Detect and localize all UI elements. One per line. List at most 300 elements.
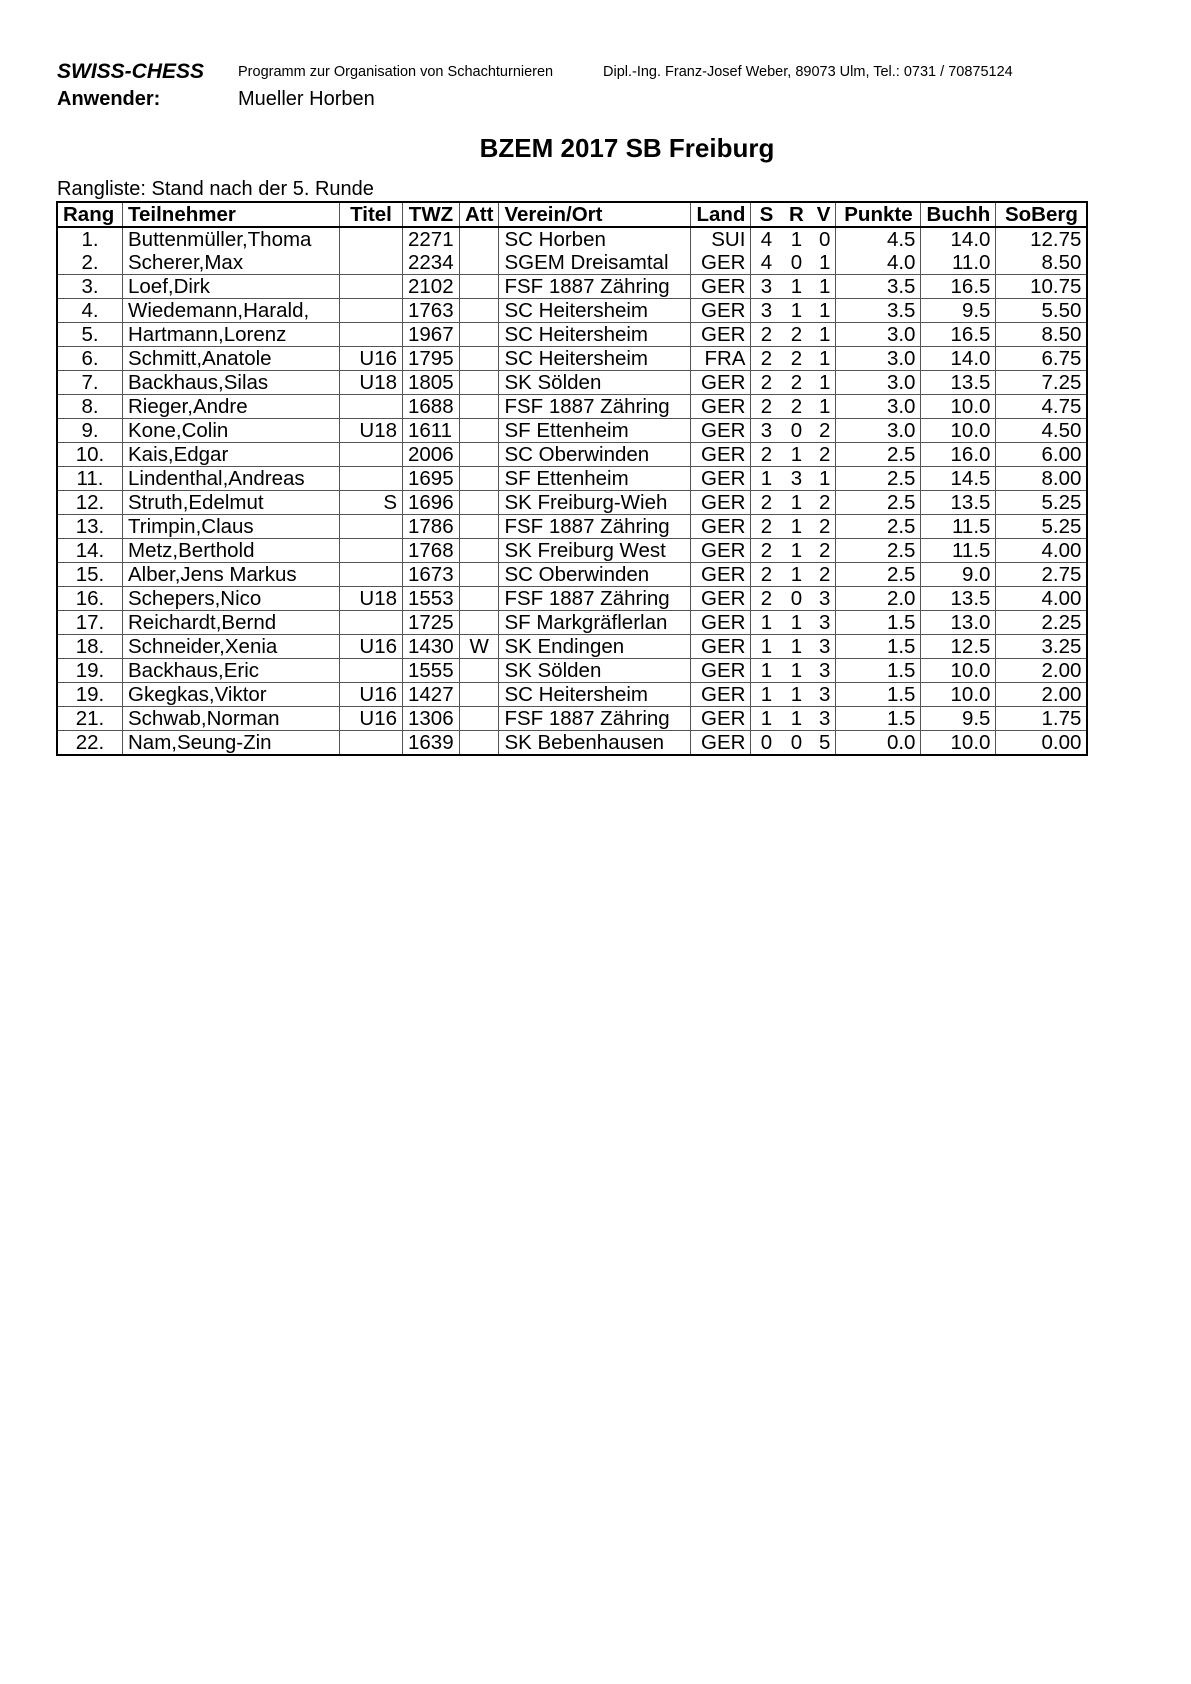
column-header-buchholz: Buchh: [921, 202, 996, 227]
table-row: [57, 683, 1087, 707]
cell-points: 1.5: [836, 611, 921, 635]
cell-rank: 6.: [57, 347, 123, 371]
cell-buchholz: 12.5: [921, 635, 996, 659]
cell-sonneborn-berger: 8.50: [996, 323, 1088, 347]
cell-title: [340, 299, 403, 323]
cell-sonneborn-berger: 5.25: [996, 515, 1088, 539]
cell-losses: 1: [819, 251, 831, 274]
cell-rank: 18.: [57, 635, 123, 659]
cell-wins: 2: [751, 347, 782, 371]
cell-title: [340, 563, 403, 587]
cell-attribute: [460, 275, 499, 299]
cell-draws: 1: [781, 515, 811, 539]
program-description: Programm zur Organisation von Schachturnieren: [238, 64, 554, 80]
cell-rating: 1611: [403, 419, 460, 443]
table-row: [57, 611, 1087, 635]
cell-losses: 2: [811, 515, 836, 539]
cell-club: SC Heitersheim: [499, 347, 691, 371]
cell-rating: 1673: [403, 563, 460, 587]
cell-wins: 2: [751, 323, 782, 347]
cell-attribute: [460, 515, 499, 539]
cell-rating: 1786: [403, 515, 460, 539]
table-row: [57, 587, 1087, 611]
table-row: [57, 635, 1087, 659]
cell-wins: 2: [751, 395, 782, 419]
cell-draws: 3: [781, 467, 811, 491]
cell-losses: 2: [811, 443, 836, 467]
cell-rating: 1768: [403, 539, 460, 563]
cell-participant: Rieger,Andre: [123, 395, 340, 419]
cell-buchholz: 14.0: [921, 347, 996, 371]
cell-draws: 2: [781, 323, 811, 347]
ranking-subtitle: Rangliste: Stand nach der 5. Runde: [57, 178, 374, 200]
cell-sonneborn-berger: 12.75: [996, 227, 1088, 251]
cell-sonneborn-berger: 6.75: [996, 347, 1088, 371]
cell-losses: 2: [811, 539, 836, 563]
cell-draws: 1: [781, 659, 811, 683]
cell-club: SK Freiburg-Wieh: [499, 491, 691, 515]
cell-rating: 1430: [403, 635, 460, 659]
cell-country: GER: [691, 443, 751, 467]
cell-draws: 1: [781, 491, 811, 515]
cell-attribute: [460, 299, 499, 323]
cell-losses: 0: [811, 227, 836, 251]
cell-points: 2.5: [836, 467, 921, 491]
column-header-draws: R: [781, 202, 811, 227]
cell-rating: 2271: [403, 227, 460, 251]
cell-participant: Hartmann,Lorenz: [123, 323, 340, 347]
cell-rating: 1763: [403, 299, 460, 323]
cell-rating: 1725: [403, 611, 460, 635]
cell-participant: Metz,Berthold: [123, 539, 340, 563]
table-row: [57, 659, 1087, 683]
cell-points: 1.5: [836, 635, 921, 659]
cell-rank: 12.: [57, 491, 123, 515]
cell-wins: 2: [751, 443, 782, 467]
cell-wins: 3: [751, 275, 782, 299]
cell-sonneborn-berger: 6.00: [996, 443, 1088, 467]
cell-sonneborn-berger: 4.00: [996, 539, 1088, 563]
cell-rank: 1.: [57, 227, 123, 251]
cell-losses: 3: [811, 635, 836, 659]
cell-title: U16: [340, 635, 403, 659]
cell-club: SC Oberwinden: [499, 563, 691, 587]
cell-losses: 1: [811, 347, 836, 371]
cell-country: SUI: [691, 227, 751, 251]
cell-title: [340, 515, 403, 539]
cell-wins: 3: [751, 299, 782, 323]
table-row: [57, 347, 1087, 371]
cell-rank: 15.: [57, 563, 123, 587]
cell-title: U16: [340, 347, 403, 371]
cell-country: GER: [691, 683, 751, 707]
cell-rank: 10.: [57, 443, 123, 467]
column-header-losses: V: [811, 202, 836, 227]
cell-buchholz: 10.0: [921, 419, 996, 443]
cell-club: SK Sölden: [499, 371, 691, 395]
cell-buchholz: 9.5: [921, 299, 996, 323]
ranking-table: [56, 201, 1088, 756]
cell-wins: 1: [751, 467, 782, 491]
cell-country: GER: [691, 635, 751, 659]
table-row: [57, 707, 1087, 731]
table-row: [57, 491, 1087, 515]
cell-title: S: [340, 491, 403, 515]
cell-rank: 3.: [57, 275, 123, 299]
cell-losses: 3: [811, 707, 836, 731]
cell-sonneborn-berger: 8.50: [996, 251, 1088, 275]
cell-title: U16: [340, 707, 403, 731]
cell-rating: 1688: [403, 395, 460, 419]
cell-rating: 1306: [403, 707, 460, 731]
cell-attribute: [460, 419, 499, 443]
cell-rating: 2234: [403, 251, 460, 275]
author-info: Dipl.-Ing. Franz-Josef Weber, 89073 Ulm, Tel.: 0731 / 70875124: [603, 64, 1013, 80]
cell-country: GER: [691, 611, 751, 635]
column-header-points: Punkte: [836, 202, 921, 227]
column-header-rank: Rang: [57, 202, 123, 227]
cell-points: 2.0: [836, 587, 921, 611]
cell-country: GER: [691, 299, 751, 323]
column-header-sonneborn-berger: SoBerg: [996, 202, 1088, 227]
cell-attribute: [460, 659, 499, 683]
cell-rank: 8.: [57, 395, 123, 419]
cell-buchholz: 10.0: [921, 395, 996, 419]
cell-sonneborn-berger: 5.50: [996, 299, 1088, 323]
cell-losses: 2: [811, 419, 836, 443]
cell-buchholz: 13.5: [921, 371, 996, 395]
cell-buchholz: 13.0: [921, 611, 996, 635]
cell-buchholz: 16.5: [921, 275, 996, 299]
cell-draws: 2: [781, 371, 811, 395]
cell-rank: 14.: [57, 539, 123, 563]
cell-title: [340, 659, 403, 683]
cell-attribute: [460, 611, 499, 635]
cell-rank: 16.: [57, 587, 123, 611]
cell-title: [340, 539, 403, 563]
cell-participant: Kais,Edgar: [123, 443, 340, 467]
cell-wins: 2: [751, 539, 782, 563]
cell-sonneborn-berger: 1.75: [996, 707, 1088, 731]
cell-country: GER: [691, 467, 751, 491]
cell-participant: Buttenmüller,Thoma: [123, 227, 340, 251]
cell-sonneborn-berger: 10.75: [996, 275, 1088, 299]
cell-sonneborn-berger: 4.75: [996, 395, 1088, 419]
user-label: Anwender:: [57, 88, 161, 110]
cell-losses: 1: [811, 299, 836, 323]
ranking-table-body: [57, 227, 1087, 755]
cell-attribute: [460, 491, 499, 515]
cell-sonneborn-berger: 2.00: [996, 683, 1088, 707]
cell-participant: Schwab,Norman: [123, 707, 340, 731]
cell-country: GER: [691, 539, 751, 563]
cell-title: [340, 275, 403, 299]
cell-attribute: W: [460, 635, 499, 659]
cell-wins: 2: [751, 563, 782, 587]
cell-sonneborn-berger: 5.25: [996, 491, 1088, 515]
cell-club: SC Heitersheim: [499, 323, 691, 347]
cell-wins: 4: [751, 227, 782, 251]
cell-participant: Schneider,Xenia: [123, 635, 340, 659]
cell-participant: Gkegkas,Viktor: [123, 683, 340, 707]
cell-wins: 1: [751, 659, 782, 683]
cell-sonneborn-berger: 4.50: [996, 419, 1088, 443]
cell-country: GER: [691, 659, 751, 683]
cell-club: SGEM Dreisamtal: [499, 251, 691, 275]
cell-title: [340, 611, 403, 635]
table-header-row: [57, 202, 1087, 227]
cell-draws: 1: [781, 275, 811, 299]
cell-points: 4.5: [836, 227, 921, 251]
cell-draws: 1: [781, 539, 811, 563]
cell-title: [340, 323, 403, 347]
cell-rating: 1795: [403, 347, 460, 371]
table-row: [57, 419, 1087, 443]
cell-points: 2.5: [836, 515, 921, 539]
cell-draws: 2: [781, 347, 811, 371]
cell-losses: 3: [811, 683, 836, 707]
cell-attribute: [460, 251, 499, 275]
cell-club: SC Horben: [499, 227, 691, 251]
column-header-wins: S: [751, 202, 782, 227]
cell-losses: 1: [811, 323, 836, 347]
cell-club: SK Sölden: [499, 659, 691, 683]
cell-points: 3.5: [836, 275, 921, 299]
cell-draws: 0: [781, 731, 811, 756]
cell-attribute: [460, 563, 499, 587]
cell-country: GER: [691, 731, 751, 756]
cell-country: FRA: [691, 347, 751, 371]
cell-country: GER: [691, 707, 751, 731]
cell-draws: 1: [781, 707, 811, 731]
cell-buchholz: 9.5: [921, 707, 996, 731]
cell-points: 3.0: [836, 323, 921, 347]
cell-club: SK Bebenhausen: [499, 731, 691, 756]
cell-rating: 1696: [403, 491, 460, 515]
cell-country: GER: [691, 419, 751, 443]
cell-buchholz: 9.0: [921, 563, 996, 587]
cell-club: SC Heitersheim: [499, 683, 691, 707]
cell-sonneborn-berger: 2.00: [996, 659, 1088, 683]
cell-buchholz: 11.5: [921, 515, 996, 539]
cell-buchholz: 13.5: [921, 587, 996, 611]
cell-participant: Backhaus,Silas: [123, 371, 340, 395]
column-header-club: Verein/Ort: [499, 202, 691, 227]
cell-rating: 1695: [403, 467, 460, 491]
cell-title: U18: [340, 371, 403, 395]
cell-country: GER: [691, 251, 751, 275]
cell-losses: 5: [811, 731, 836, 756]
cell-wins: 3: [751, 419, 782, 443]
cell-points: 2.5: [836, 443, 921, 467]
cell-points: 2.5: [836, 491, 921, 515]
cell-country: GER: [691, 587, 751, 611]
table-row: [57, 539, 1087, 563]
cell-sonneborn-berger: 0.00: [996, 731, 1088, 756]
cell-rating: 1553: [403, 587, 460, 611]
cell-attribute: [460, 539, 499, 563]
cell-rank: 19.: [57, 683, 123, 707]
cell-points: 3.0: [836, 347, 921, 371]
cell-points: 1.5: [836, 683, 921, 707]
cell-country: GER: [691, 275, 751, 299]
cell-country: GER: [691, 515, 751, 539]
cell-attribute: [460, 371, 499, 395]
cell-wins: 2: [751, 515, 782, 539]
cell-rank: 19.: [57, 659, 123, 683]
cell-buchholz: 14.0: [921, 227, 996, 251]
cell-points: 3.0: [836, 371, 921, 395]
cell-losses: 1: [811, 371, 836, 395]
cell-draws: 1: [781, 227, 811, 251]
cell-losses: 2: [811, 491, 836, 515]
cell-rating: 1639: [403, 731, 460, 756]
cell-rank: 2.: [57, 251, 123, 275]
cell-country: GER: [691, 491, 751, 515]
cell-losses: 2: [811, 563, 836, 587]
cell-participant: Kone,Colin: [123, 419, 340, 443]
user-name: Mueller Horben: [238, 88, 375, 110]
table-row: [57, 275, 1087, 299]
column-header-rating: TWZ: [403, 202, 460, 227]
column-header-participant: Teilnehmer: [123, 202, 340, 227]
cell-title: [340, 443, 403, 467]
cell-draws: 0: [790, 251, 803, 274]
cell-attribute: [460, 227, 499, 251]
table-row: [57, 251, 1087, 275]
cell-country: GER: [691, 323, 751, 347]
cell-country: GER: [691, 371, 751, 395]
cell-rank: 5.: [57, 323, 123, 347]
table-row: [57, 563, 1087, 587]
cell-losses: 3: [811, 587, 836, 611]
table-row: [57, 395, 1087, 419]
cell-country: GER: [691, 395, 751, 419]
cell-attribute: [460, 707, 499, 731]
cell-sonneborn-berger: 4.00: [996, 587, 1088, 611]
cell-rating: 2102: [403, 275, 460, 299]
cell-losses: 1: [811, 467, 836, 491]
cell-attribute: [460, 443, 499, 467]
brand-name: SWISS-CHESS: [57, 60, 205, 83]
cell-buchholz: 11.5: [921, 539, 996, 563]
table-row: [57, 299, 1087, 323]
cell-attribute: [460, 587, 499, 611]
cell-sonneborn-berger: 8.00: [996, 467, 1088, 491]
cell-draws: 1: [781, 299, 811, 323]
cell-participant: Reichardt,Bernd: [123, 611, 340, 635]
table-row: [57, 467, 1087, 491]
cell-title: U18: [340, 419, 403, 443]
cell-draws: 1: [781, 443, 811, 467]
cell-draws: 0: [781, 419, 811, 443]
cell-participant: Schepers,Nico: [123, 587, 340, 611]
cell-attribute: [460, 395, 499, 419]
cell-participant: Backhaus,Eric: [123, 659, 340, 683]
table-row: [57, 227, 1087, 251]
cell-rank: 22.: [57, 731, 123, 756]
column-header-title: Titel: [340, 202, 403, 227]
cell-buchholz: 16.0: [921, 443, 996, 467]
cell-buchholz: 10.0: [921, 731, 996, 756]
cell-club: FSF 1887 Zähring: [499, 395, 691, 419]
cell-losses: 1: [811, 395, 836, 419]
cell-rank: 13.: [57, 515, 123, 539]
cell-losses: 3: [811, 611, 836, 635]
cell-draws: 0: [781, 587, 811, 611]
cell-points: 4.0: [836, 251, 921, 275]
cell-buchholz: 14.5: [921, 467, 996, 491]
cell-rank: 7.: [57, 371, 123, 395]
cell-participant: Wiedemann,Harald,: [123, 299, 340, 323]
cell-draws: 1: [781, 563, 811, 587]
cell-title: [340, 395, 403, 419]
cell-club: FSF 1887 Zähring: [499, 587, 691, 611]
cell-wins: 4: [751, 251, 782, 275]
cell-rank: 9.: [57, 419, 123, 443]
cell-wins: 2: [751, 491, 782, 515]
cell-title: [340, 731, 403, 756]
cell-rating: 1427: [403, 683, 460, 707]
cell-club: SF Ettenheim: [499, 419, 691, 443]
cell-participant: Trimpin,Claus: [123, 515, 340, 539]
cell-points: 0.0: [836, 731, 921, 756]
cell-club: SF Markgräflerlan: [499, 611, 691, 635]
cell-attribute: [460, 323, 499, 347]
cell-draws: 1: [781, 683, 811, 707]
cell-points: 1.5: [836, 659, 921, 683]
cell-title: [340, 251, 403, 275]
cell-participant: Lindenthal,Andreas: [123, 467, 340, 491]
table-row: [57, 515, 1087, 539]
cell-rank: 21.: [57, 707, 123, 731]
cell-title: U16: [340, 683, 403, 707]
cell-points: 2.5: [836, 539, 921, 563]
cell-participant: Loef,Dirk: [123, 275, 340, 299]
cell-club: FSF 1887 Zähring: [499, 707, 691, 731]
cell-wins: 0: [751, 731, 782, 756]
cell-buchholz: 16.5: [921, 323, 996, 347]
cell-title: [340, 467, 403, 491]
cell-participant: Schmitt,Anatole: [123, 347, 340, 371]
cell-attribute: [460, 683, 499, 707]
cell-attribute: [460, 347, 499, 371]
cell-club: SK Freiburg West: [499, 539, 691, 563]
cell-buchholz: 10.0: [921, 683, 996, 707]
cell-country: GER: [691, 563, 751, 587]
cell-draws: 2: [781, 395, 811, 419]
cell-participant: Nam,Seung-Zin: [123, 731, 340, 756]
cell-sonneborn-berger: 2.25: [996, 611, 1088, 635]
cell-sonneborn-berger: 3.25: [996, 635, 1088, 659]
cell-rating: 1805: [403, 371, 460, 395]
cell-club: SF Ettenheim: [499, 467, 691, 491]
table-row: [57, 443, 1087, 467]
cell-attribute: [460, 467, 499, 491]
cell-losses: 1: [811, 275, 836, 299]
cell-points: 2.5: [836, 563, 921, 587]
cell-sonneborn-berger: 7.25: [996, 371, 1088, 395]
cell-wins: 1: [751, 611, 782, 635]
cell-participant: Alber,Jens Markus: [123, 563, 340, 587]
cell-wins: 1: [751, 707, 782, 731]
cell-rating: 1967: [403, 323, 460, 347]
cell-club: SK Endingen: [499, 635, 691, 659]
cell-rank: 17.: [57, 611, 123, 635]
cell-points: 1.5: [836, 707, 921, 731]
cell-participant: Scherer,Max: [123, 251, 340, 275]
page-title: BZEM 2017 SB Freiburg: [479, 133, 775, 163]
